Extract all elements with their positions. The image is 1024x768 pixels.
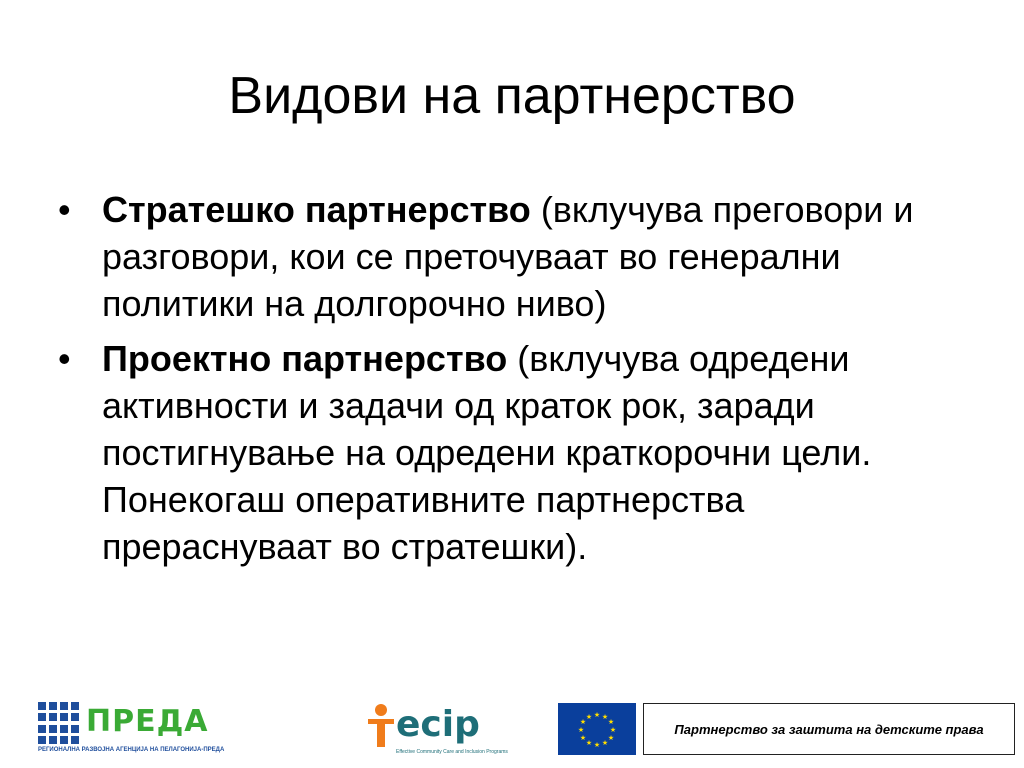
bullet-list — [56, 186, 976, 578]
svg-text:★: ★ — [577, 726, 585, 734]
svg-text:★: ★ — [607, 718, 615, 726]
svg-text:★: ★ — [585, 739, 593, 747]
ecip-logo — [366, 703, 508, 759]
svg-text:★: ★ — [607, 734, 615, 742]
svg-text:★: ★ — [601, 739, 609, 747]
grid-icon — [38, 702, 80, 744]
bullet-term: Проектно партнерство — [102, 338, 508, 379]
bullet-term: Стратешко партнерство — [102, 189, 531, 230]
preda-logo-tagline: РЕГИОНАЛНА РАЗВОЈНА АГЕНЦИЈА НА ПЕЛАГОНИЈА-ПРЕДА — [38, 747, 225, 753]
bullet-marker: • — [58, 338, 71, 379]
bullet-text: (вклучува преговори и разговори, кои се преточуваат во генерални политики на долгорочно ниво) — [102, 189, 914, 324]
bullet-item — [56, 186, 976, 327]
svg-text:★: ★ — [579, 718, 587, 726]
bullet-text: (вклучува одредени активности и задачи од краток рок, заради постигнување на одредени краткорочни цели. Понекогаш оперативните партнерства прераснуваат во стратешки). — [102, 338, 872, 567]
ecip-logo-tagline: Effective Community Care and Inclusion Programs — [396, 749, 508, 755]
svg-text:★: ★ — [593, 741, 601, 749]
bullet-marker: • — [58, 189, 71, 230]
eu-flag-icon — [558, 703, 636, 755]
bullet-item — [56, 335, 976, 570]
svg-text:★: ★ — [593, 711, 601, 719]
svg-text:★: ★ — [579, 734, 587, 742]
preda-logo — [38, 702, 225, 758]
ecip-logo-word: ecip — [396, 704, 480, 745]
slide-title: Видови на партнерство — [228, 67, 796, 125]
person-icon — [366, 703, 396, 749]
preda-logo-word: ПРЕДА — [86, 704, 209, 739]
svg-text:★: ★ — [609, 726, 617, 734]
footer-caption: Партнерство за заштита на детските права — [643, 703, 1015, 755]
svg-text:★: ★ — [585, 713, 593, 721]
svg-text:★: ★ — [601, 713, 609, 721]
